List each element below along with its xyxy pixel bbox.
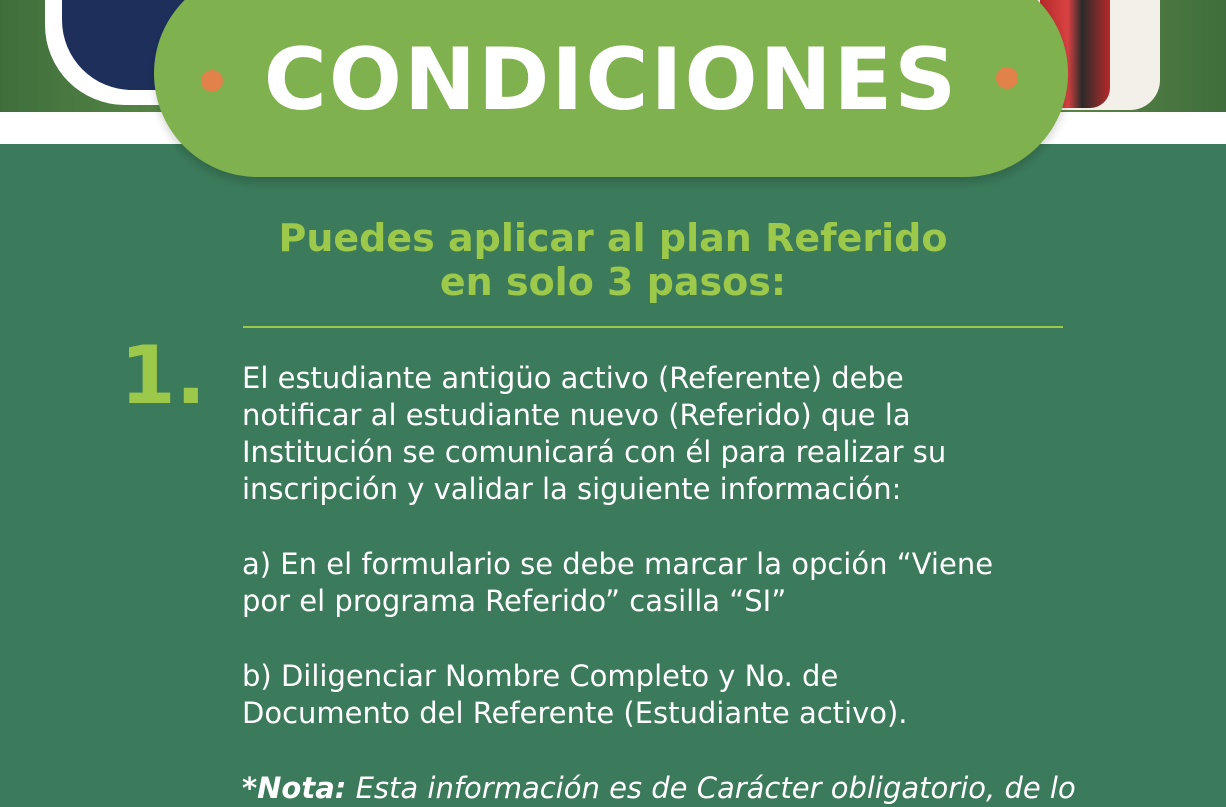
step-intro-line: inscripción y validar la siguiente información: — [242, 472, 902, 506]
step-intro-line: notificar al estudiante nuevo (Referido) que la — [242, 398, 911, 432]
note-label: *Nota: — [242, 771, 347, 805]
step-item-b — [242, 658, 1082, 732]
note-text: Esta información es de Carácter obligatorio, de lo — [346, 771, 1076, 805]
section-divider — [243, 326, 1063, 328]
step-item-a — [242, 546, 1082, 620]
step-item-a-line: por el programa Referido” casilla “SI” — [242, 584, 787, 618]
subtitle-line-1: Puedes aplicar al plan Referido — [278, 216, 948, 260]
step-item-b-line: Documento del Referente (Estudiante activo). — [242, 696, 908, 730]
subtitle-line-2: en solo 3 pasos: — [439, 260, 787, 304]
step-item-a-line: a) En el formulario se debe marcar la opción “Viene — [242, 547, 994, 581]
page-title: CONDICIONES — [263, 30, 959, 130]
step-intro-line: Institución se comunicará con él para realizar su — [242, 435, 947, 469]
note — [242, 770, 1222, 807]
step-intro-line: El estudiante antigüo activo (Referente) debe — [242, 361, 904, 395]
subtitle — [180, 216, 1046, 304]
step-intro — [242, 360, 1082, 508]
step-item-b-line: b) Diligenciar Nombre Completo y No. de — [242, 659, 839, 693]
step-number: 1. — [120, 329, 207, 422]
